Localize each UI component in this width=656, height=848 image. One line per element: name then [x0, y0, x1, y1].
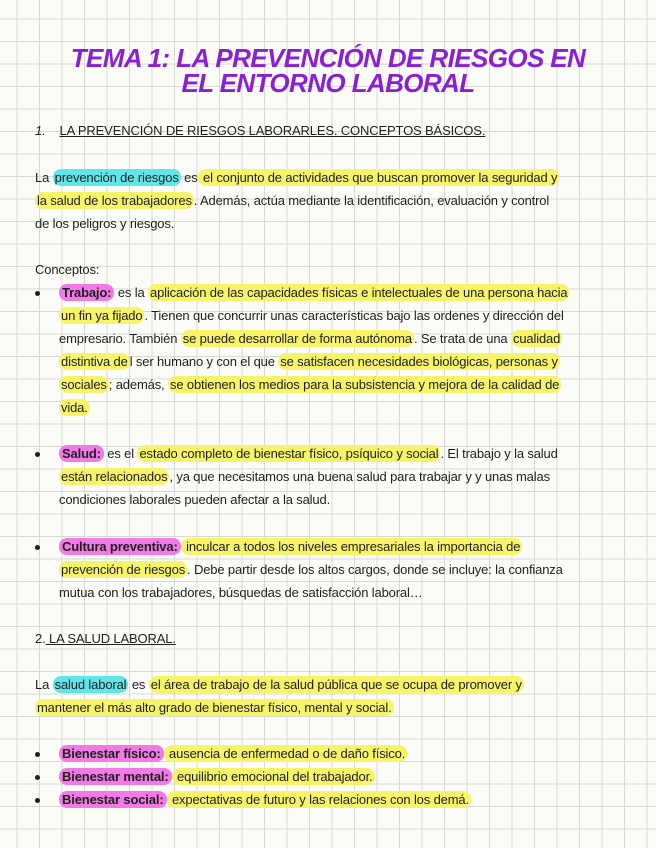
- intro-line-1: [35, 170, 559, 186]
- highlight-text: cualidad: [512, 331, 561, 346]
- highlight-text: inculcar a todos los niveles empresariales la importancia de: [182, 539, 521, 554]
- text: . El trabajo y la salud: [440, 446, 558, 461]
- concepts-label: Conceptos:: [35, 262, 100, 277]
- section-1-title: LA PREVENCIÓN DE RIESGOS LABORARLES. CONCEPTOS BÁSICOS.: [59, 123, 486, 138]
- highlight-text: ausencia de enfermedad o de daño físico.: [165, 746, 406, 761]
- intro-line-2: [35, 193, 549, 209]
- bullet-icon: [35, 291, 40, 296]
- highlight-text: equilibrio emocional del trabajador.: [173, 769, 373, 784]
- section-1-number: 1.: [35, 123, 46, 138]
- document-title-line-2: EL ENTORNO LABORAL: [181, 68, 475, 98]
- trabajo-line-1: [59, 285, 569, 301]
- salud-laboral-line-1: [35, 677, 524, 693]
- term-cultura-preventiva: Cultura preventiva:: [59, 538, 181, 555]
- text: l ser humano y con el que: [129, 354, 279, 369]
- bienestar-mental-item: [59, 769, 375, 785]
- bullet-icon: [35, 452, 40, 457]
- intro-line-3: de los peligros y riesgos.: [35, 216, 175, 231]
- highlight-text: aplicación de las capacidades físicas e intelectuales de una persona hacia: [150, 285, 568, 300]
- text: es: [180, 170, 198, 185]
- bullet-icon: [35, 752, 40, 757]
- text: La: [35, 677, 53, 692]
- salud-laboral-line-2: [35, 700, 394, 716]
- trabajo-line-4: [59, 354, 560, 370]
- cultura-line-2: [59, 562, 563, 578]
- highlight-text: expectativas de futuro y las relaciones con los demá.: [168, 792, 469, 807]
- term-trabajo: Trabajo:: [59, 284, 114, 301]
- highlight-term: prevención de riesgos: [54, 170, 179, 185]
- text: es: [128, 677, 149, 692]
- highlight-text: estado completo de bienestar físico, psíquico y social: [139, 446, 439, 461]
- highlight-text: la salud de los trabajadores: [37, 193, 192, 208]
- text: ; además,: [108, 377, 168, 392]
- text: . Además, actúa mediante la identificación, evaluación y control: [193, 193, 550, 208]
- salud-line-3: condiciones laborales pueden afectar a la salud.: [59, 492, 331, 507]
- text: . Debe partir desde los altos cargos, donde se incluye: la confianza: [187, 562, 563, 577]
- highlight-text: se obtienen los medios para la subsistencia y mejora de la calidad de: [169, 377, 560, 392]
- salud-line-1: [59, 446, 558, 462]
- highlight-text: sociales: [61, 377, 107, 392]
- term-salud: Salud:: [59, 445, 104, 462]
- highlight-text: el área de trabajo de la salud pública que se ocupa de promover y: [150, 677, 522, 692]
- text: . Tienen que concurrir unas características bajo las ordenes y dirección del: [144, 308, 564, 323]
- highlight-text: un fin ya fijado: [61, 308, 143, 323]
- highlight-text: el conjunto de actividades que buscan promover la seguridad y: [199, 170, 558, 185]
- section-2-heading: [35, 631, 176, 647]
- bullet-icon: [35, 798, 40, 803]
- text: . Se trata de una: [413, 331, 511, 346]
- highlight-text: están relacionados: [61, 469, 168, 484]
- section-2-title: LA SALUD LABORAL.: [45, 631, 176, 646]
- salud-line-2: [59, 469, 550, 485]
- highlight-text: mantener el más alto grado de bienestar físico, mental y social.: [37, 700, 392, 715]
- cultura-line-3: mutua con los trabajadores, búsquedas de satisfacción laboral…: [59, 585, 423, 600]
- trabajo-line-6: [59, 400, 90, 416]
- term-bienestar-social: Bienestar social:: [59, 791, 167, 808]
- highlight-text: distintiva de: [61, 354, 128, 369]
- trabajo-line-2: [59, 308, 564, 324]
- text: , ya que necesitamos una buena salud para trabajar y y unas malas: [169, 469, 550, 484]
- highlight-text: se satisfacen necesidades biológicas, personas y: [280, 354, 558, 369]
- term-bienestar-mental: Bienestar mental:: [59, 768, 172, 785]
- highlight-text: se puede desarrollar de forma autónoma: [182, 331, 412, 346]
- text: es el: [103, 446, 138, 461]
- text: es la: [114, 285, 149, 300]
- text: La: [35, 170, 53, 185]
- section-1-heading: [35, 123, 485, 139]
- section-2-number: 2.: [35, 631, 46, 646]
- bullet-icon: [35, 775, 40, 780]
- term-bienestar-fisico: Bienestar físico:: [59, 745, 164, 762]
- highlight-text: vida.: [61, 400, 88, 415]
- cultura-line-1: [59, 539, 522, 555]
- bullet-icon: [35, 545, 40, 550]
- trabajo-line-3: [59, 331, 562, 347]
- highlight-text: prevención de riesgos: [61, 562, 186, 577]
- document-title-line-1: TEMA 1: LA PREVENCIÓN DE RIESGOS EN: [70, 43, 586, 73]
- highlight-term: salud laboral: [54, 677, 127, 692]
- text: empresario. También: [59, 331, 181, 346]
- bienestar-social-item: [59, 792, 471, 808]
- trabajo-line-5: [59, 377, 561, 393]
- bienestar-fisico-item: [59, 746, 407, 762]
